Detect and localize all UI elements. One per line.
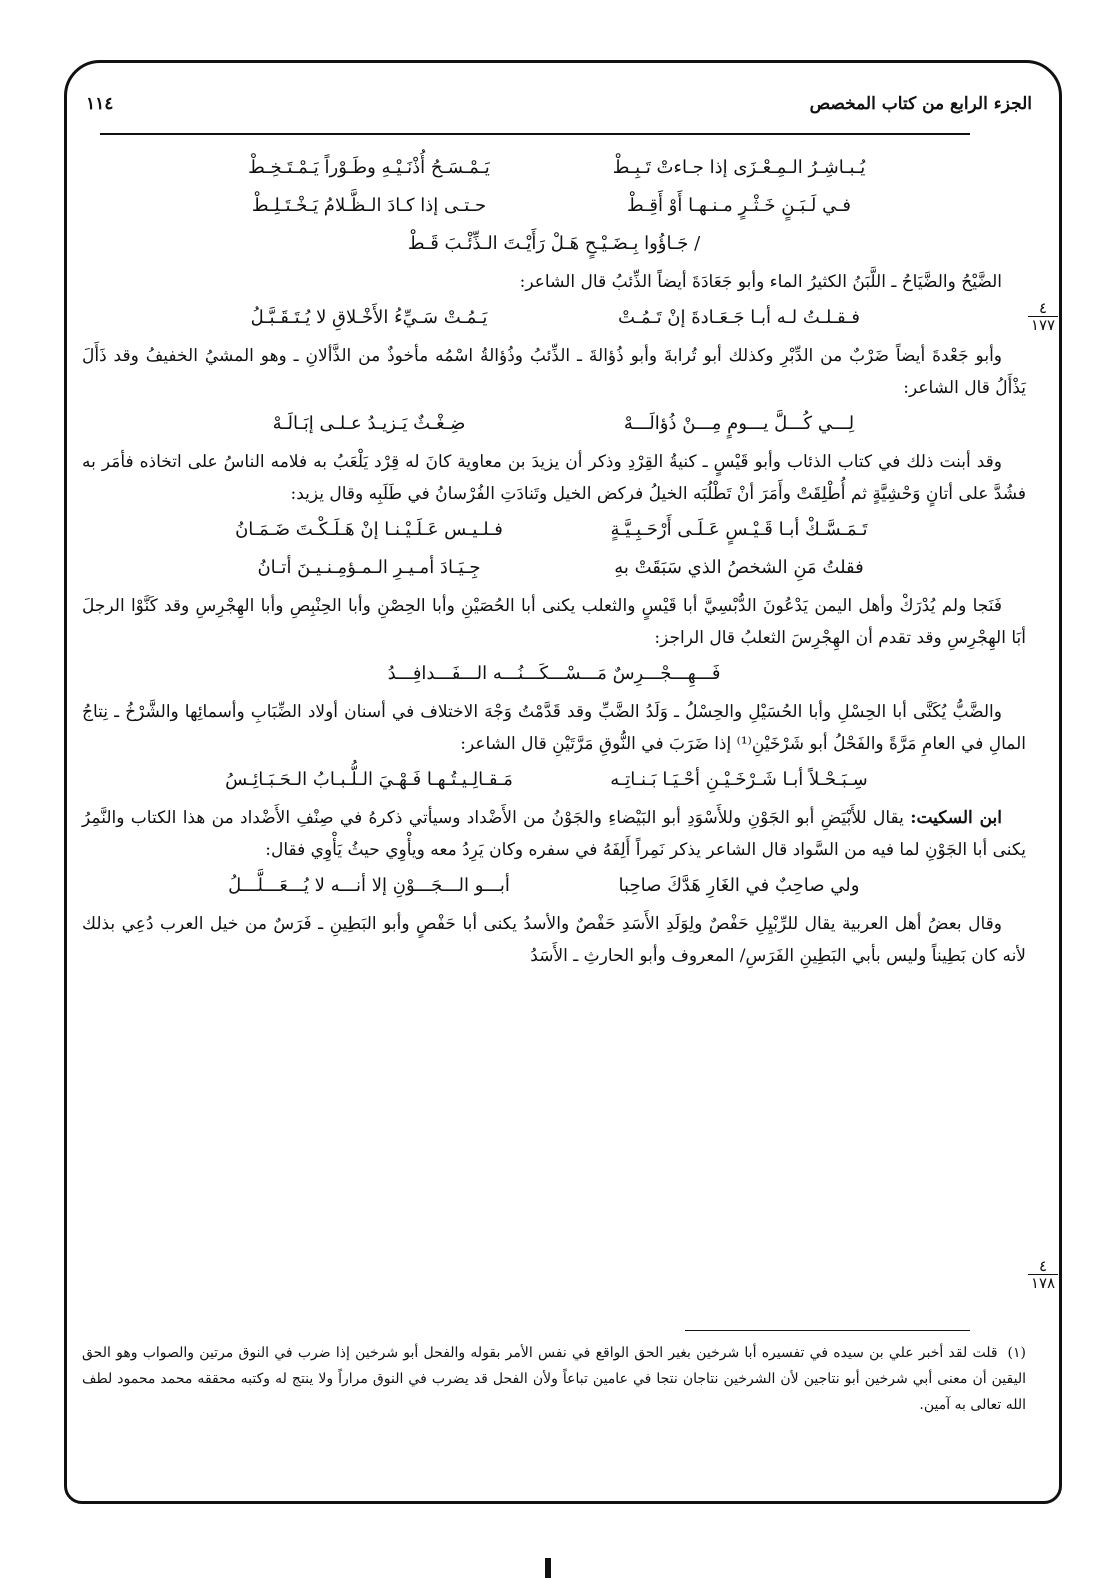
verse-line: سِـبَـحْـلاً أبـا شَـرْخَـيْـنِ أحْـيَـا بَـنـاتِـه مَـقـالِـيـتُـهـا فَـهْـيَ الـلُّـبـابُ الـحَـبَـائِـسُ	[225, 769, 868, 790]
margin-marker-178: ٤ ١٧٨	[1028, 1258, 1058, 1291]
book-title: الجزء الرابع من كتاب المخصص	[809, 94, 1032, 114]
scan-mark	[545, 1558, 551, 1578]
verse-line: ولي صاحِبٌ في الغَارِ هَدَّكَ صاحِبا أبـــو الـــجَـــوْنِ إلا أنـــه لا يُـــعَـــلَّـــلُ	[228, 875, 860, 896]
header-rule	[100, 133, 970, 135]
paragraph: الضَّيْحُ والضَّيَاحُ ـ اللَّبَنُ الكثيرُ الماء وأبو جَعَادَةَ أيضاً الذِّئبُ قال الشاعر:	[519, 272, 1002, 292]
footnote	[82, 1340, 1026, 1418]
paragraph: وقد أبنت ذلك في كتاب الذئاب وأبو قَيْسٍ ـ كنيةُ القِرْدِ وذكر أن يزيدَ بن معاوية كانَ له قِرْد يَلْعَبُ به فلامه الناسُ على اتخاذه فأمَر به فشُدَّ على أتانٍ وَحْشِيَّةٍ ثم أُطْلِقَتْ وأَمَرَ أنْ تَطْلُبَه الخيلُ فركض الخيل وتَنادَتِ الفُرْسانُ في طَلَبِه وقال يزيد:	[82, 452, 1026, 504]
verse-line: تَـمَـسَّـكْ أبـا قَـيْـسٍ عَـلَـى أَرْحَـبِـيَّـةٍ فـلـيـس عَـلَـيْـنـا إنْ هَـلَـكْـتَ ضَـمَـانُ	[235, 519, 868, 540]
page-number: ١١٤	[86, 94, 114, 114]
running-header	[80, 86, 1042, 126]
paragraph: وقال بعضُ أهل العربية يقال للرِّبْيِلِ حَفْصٌ ولِوَلَدِ الأَسَدِ حَفْصٌ والأسدُ يكنى أبا حَفْصٍ وأبو البَطِينِ ـ فَرَسٌ من خيل العرب دُعِي بذلك لأنه كان بَطِيناً وليس بأبي البَطِينِ الفَرَسِ/ المعروف وأبو الحارثِ ـ الأَسَدُ	[82, 914, 1026, 966]
verse-line: لِـــي كُـــلَّ يـــومٍ مِـــنْ ذُؤالَـــهْ ضِـغْـثٌ يَـزيـدُ عـلـى إبَـالَـهْ	[272, 413, 855, 434]
footnote-text: قلت لقد أخبر علي بن سيده في تفسيره أبا شرخين بغير الحق الواقع في نفس الأمر بقوله والفحل أبو شرخين إذا ضرب في النوق مرتين والصواب وهو الحق اليقين أن معنى أبي شرخين أبو نتاجين لأن الشرخين نتاجان نتجا في عامين تباعاً ولأن الفحل قد يضرب في النوق مراراً ولا ينتج له وكتبه محققه محمد محمود لطف الله تعالى به آمين.	[82, 1345, 1026, 1413]
paragraph: فَنَجا ولم يُدْرَكْ وأهل اليمن يَدْعُونَ الدُّبْسِيَّ أبا قَيْسٍ والثعلب يكنى أبا الحُصَيْنِ وأبا الحِصْنِ وأبا الحِنْبِصِ وأبا الهِجْرِسِ وقد كَنَّوْا الرجلَ أبَا الهِجْرِسِ وقد تقدم أن الهِجْرِسَ الثعلبُ قال الراجز:	[82, 596, 1026, 648]
footnote-number: (١)	[1007, 1345, 1026, 1361]
paragraph: والضَّبُّ يُكَنَّى أبا الحِسْلِ وأبا الحُسَيْلِ والحِسْلُ ـ وَلَدُ الضَّبِّ وقد قَدَّمْتُ وَجْهَ الاختلاف في أسنان أولاد الضِّبَابِ وأسمائِها والشَّرْخُ ـ نِتاجُ المالِ في العامِ مَرَّةً والفَحْلُ أبو شَرْخَيْنِ⁽¹⁾ إذا ضَرَبَ في النُّوقِ مَرَّتَيْنِ قال الشاعر:	[82, 702, 1026, 754]
verse-line: فـي لَـبَـنٍ خَـثْـرٍ مـنـهـا أَوْ أَقِـطْ حـتـى إذا كـادَ الـظَّـلامُ يَـخْـتَـلِـطْ	[251, 195, 852, 216]
verse-line: يُـبـاشِـرُ الـمِـعْـزَى إذا جـاءتْ تَـبِـطْ يَـمْـسَـحُ أُذْنَـيْـهِ وطَـوْراً يَـمْـتَـخِـطْ	[248, 157, 866, 178]
verse-line: فَـــهِـــجْـــرِسٌ مَـــسْـــكَـــنُـــه الـــفَـــدافِـــدُ	[387, 663, 721, 684]
margin-marker-177: ٤ ١٧٧	[1028, 300, 1058, 333]
verse-line: فـقـلـتُ لـه أبـا جَـعَـادةَ إنْ تَـمُـتْ يَـمُـتْ سَـيِّءُ الأَخْـلاقِ لا يُـتَـقَـبَّـلُ	[250, 307, 861, 328]
paragraph: وأبو جَعْدةَ أيضاً ضَرْبٌ من الدِّبْرِ وكذلك أبو تُرابةَ وأبو ذُؤالةَ ـ الذِّئبُ وذُؤالةُ اسْمُه مأخوذٌ من الذَّألانِ ـ وهو المشيُ الخفيفُ وقد ذَأَلَ يَذْأَلُ قال الشاعر:	[82, 346, 1026, 398]
footnote-rule	[685, 1330, 970, 1331]
paragraph: ابن السكيت: يقال للأَبْيَضِ أبو الجَوْنِ وللأَسْوَدِ أبو البَيْضاءِ والجَوْنُ من الأَضْداد وسيأتي ذكرهُ في صِنْفِ الأَضْداد من هذا الكتاب والنَّمِرُ يكنى أبا الجَوْنِ لما فيه من السَّواد قال الشاعر يذكر نَمِراً أَلِفَهُ في سفره وكان يَرِدُ معه ويأْوِي حيثُ يَأْوِي فقال:	[82, 808, 1026, 860]
main-text	[82, 150, 1026, 976]
verse-line: / جَـاؤُوا بِـضَـيْـحٍ هَـلْ رَأَيْـتَ الـذِّئْـبَ قَـطْ	[407, 233, 701, 254]
citation-lead: ابن السكيت:	[910, 808, 1002, 828]
verse-line: فقلتُ مَنِ الشخصُ الذي سَبَقَتْ بهِ جِـيَـادَ أمـيـرِ الـمـؤمِـنـيـنَ أتـانُ	[257, 557, 864, 578]
